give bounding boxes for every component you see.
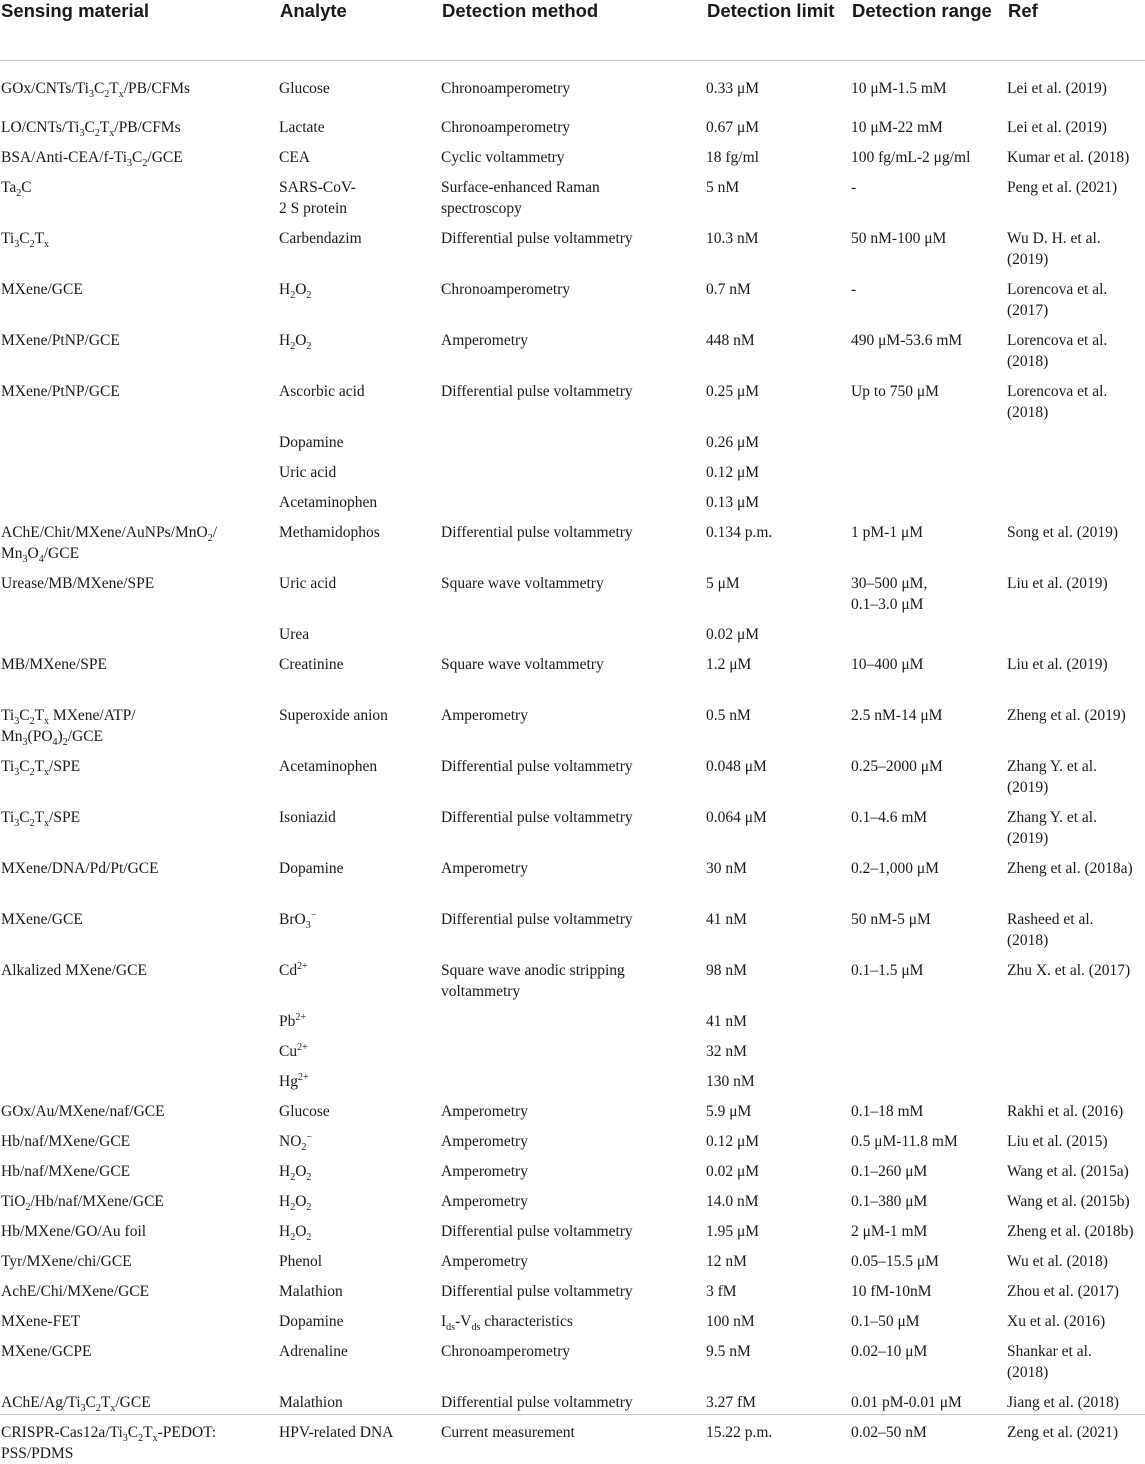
- header-detection-method: Detection method: [441, 0, 706, 61]
- cell-detection-range: 0.2–1,000 μM: [851, 849, 1007, 900]
- cell-detection-range: 0.02–50 nM: [851, 1413, 1007, 1464]
- cell-ref: Peng et al. (2021): [1007, 168, 1145, 219]
- cell-analyte: Uric acid: [279, 453, 441, 483]
- cell-ref: Jiang et al. (2018): [1007, 1383, 1145, 1413]
- cell-detection-limit: 0.048 μM: [706, 747, 851, 798]
- cell-detection-method: Chronoamperometry: [441, 270, 706, 321]
- cell-ref: Kumar et al. (2018): [1007, 138, 1145, 168]
- cell-analyte: $H_2O_2$: [279, 1152, 441, 1182]
- cell-detection-method: $I_{ds}-V_{ds}$ characteristics: [441, 1302, 706, 1332]
- cell-analyte: Malathion: [279, 1383, 441, 1413]
- cell-detection-range: 30–500 μM, 0.1–3.0 μM: [851, 564, 1007, 615]
- table-row: [0, 1212, 1145, 1242]
- cell-analyte: $H_2O_2$: [279, 270, 441, 321]
- cell-ref: Liu et al. (2015): [1007, 1122, 1145, 1152]
- cell-detection-limit: 1.95 μM: [706, 1212, 851, 1242]
- cell-detection-limit: 0.26 μM: [706, 423, 851, 453]
- cell-detection-method: Amperometry: [441, 1182, 706, 1212]
- table-body: [0, 61, 1145, 1464]
- cell-analyte: Acetaminophen: [279, 483, 441, 513]
- cell-detection-range: 1 pM-1 μM: [851, 513, 1007, 564]
- cell-ref: [1007, 423, 1145, 453]
- table-row: [0, 747, 1145, 798]
- table-row: [0, 1272, 1145, 1302]
- table-row: [0, 1182, 1145, 1212]
- cell-sensing-material: $Ta_2C$: [0, 168, 279, 219]
- header-detection-range: Detection range: [851, 0, 1007, 61]
- cell-sensing-material: [0, 423, 279, 453]
- table-row: [0, 453, 1145, 483]
- cell-analyte: Superoxide anion: [279, 696, 441, 747]
- cell-detection-limit: 0.134 p.m.: [706, 513, 851, 564]
- cell-detection-method: Differential pulse voltammetry: [441, 1272, 706, 1302]
- cell-analyte: $H_2O_2$: [279, 321, 441, 372]
- cell-detection-method: Chronoamperometry: [441, 1332, 706, 1383]
- table-row: [0, 1032, 1145, 1062]
- cell-detection-limit: 3 fM: [706, 1272, 851, 1302]
- cell-detection-method: Amperometry: [441, 321, 706, 372]
- cell-analyte: Urea: [279, 615, 441, 645]
- cell-detection-limit: 5.9 μM: [706, 1092, 851, 1122]
- cell-analyte: $H_2O_2$: [279, 1212, 441, 1242]
- cell-detection-range: 0.25–2000 μM: [851, 747, 1007, 798]
- cell-detection-limit: 5 nM: [706, 168, 851, 219]
- cell-detection-method: Differential pulse voltammetry: [441, 513, 706, 564]
- cell-sensing-material: [0, 483, 279, 513]
- cell-sensing-material: $Ti_3C_2T_x$ MXene/ATP/ $Mn_3(PO_4)_2$/GCE: [0, 696, 279, 747]
- cell-analyte: Phenol: [279, 1242, 441, 1272]
- table-row: [0, 1332, 1145, 1383]
- cell-detection-limit: 41 nM: [706, 900, 851, 951]
- cell-ref: Wu D. H. et al. (2019): [1007, 219, 1145, 270]
- cell-detection-method: Amperometry: [441, 696, 706, 747]
- cell-detection-method: Amperometry: [441, 849, 706, 900]
- table-row: [0, 798, 1145, 849]
- cell-ref: Lorencova et al. (2018): [1007, 372, 1145, 423]
- cell-detection-range: 0.01 pM-0.01 μM: [851, 1383, 1007, 1413]
- cell-ref: Zhu X. et al. (2017): [1007, 951, 1145, 1002]
- table-row: [0, 1062, 1145, 1092]
- cell-detection-range: 2.5 nM-14 μM: [851, 696, 1007, 747]
- cell-detection-range: [851, 423, 1007, 453]
- cell-detection-limit: 3.27 fM: [706, 1383, 851, 1413]
- cell-analyte: Carbendazim: [279, 219, 441, 270]
- cell-ref: Zhang Y. et al. (2019): [1007, 747, 1145, 798]
- cell-detection-method: Differential pulse voltammetry: [441, 798, 706, 849]
- cell-detection-method: Differential pulse voltammetry: [441, 1383, 706, 1413]
- cell-analyte: Creatinine: [279, 645, 441, 696]
- cell-ref: [1007, 1062, 1145, 1092]
- header-ref: Ref: [1007, 0, 1145, 61]
- table-row: [0, 108, 1145, 138]
- cell-analyte: Lactate: [279, 108, 441, 138]
- cell-detection-limit: 0.13 μM: [706, 483, 851, 513]
- cell-detection-limit: 0.064 μM: [706, 798, 851, 849]
- cell-sensing-material: BSA/$Anti-CEA/f-Ti_3C_2$/GCE: [0, 138, 279, 168]
- cell-detection-limit: 9.5 nM: [706, 1332, 851, 1383]
- table-row: [0, 1122, 1145, 1152]
- cell-detection-method: Differential pulse voltammetry: [441, 1212, 706, 1242]
- cell-analyte: HPV-related DNA: [279, 1413, 441, 1464]
- cell-analyte: Dopamine: [279, 423, 441, 453]
- cell-analyte: Adrenaline: [279, 1332, 441, 1383]
- cell-ref: Zheng et al. (2019): [1007, 696, 1145, 747]
- cell-ref: Rasheed et al. (2018): [1007, 900, 1145, 951]
- cell-detection-limit: 5 μM: [706, 564, 851, 615]
- cell-detection-range: 100 fg/mL-2 μg/ml: [851, 138, 1007, 168]
- cell-sensing-material: Hb/MXene/GO/Au foil: [0, 1212, 279, 1242]
- table-bottom-rule: [0, 1414, 1145, 1415]
- cell-detection-limit: 14.0 nM: [706, 1182, 851, 1212]
- cell-detection-limit: 448 nM: [706, 321, 851, 372]
- cell-detection-range: 2 μM-1 mM: [851, 1212, 1007, 1242]
- cell-sensing-material: Hb/naf/MXene/GCE: [0, 1152, 279, 1182]
- cell-detection-range: 0.1–260 μM: [851, 1152, 1007, 1182]
- cell-detection-range: 490 μM-53.6 mM: [851, 321, 1007, 372]
- cell-detection-limit: 0.67 μM: [706, 108, 851, 138]
- cell-analyte: $H_2O_2$: [279, 1182, 441, 1212]
- cell-ref: Lorencova et al. (2018): [1007, 321, 1145, 372]
- cell-detection-range: 50 nM-100 μM: [851, 219, 1007, 270]
- cell-detection-method: Square wave voltammetry: [441, 645, 706, 696]
- cell-detection-range: 0.1–18 mM: [851, 1092, 1007, 1122]
- cell-sensing-material: $Ti_3C_2T_x$: [0, 219, 279, 270]
- cell-detection-method: [441, 615, 706, 645]
- cell-detection-limit: 10.3 nM: [706, 219, 851, 270]
- table-row: [0, 564, 1145, 615]
- cell-detection-limit: 0.12 μM: [706, 1122, 851, 1152]
- cell-ref: Wang et al. (2015a): [1007, 1152, 1145, 1182]
- cell-ref: [1007, 1032, 1145, 1062]
- table-row: [0, 138, 1145, 168]
- cell-sensing-material: Hb/naf/MXene/GCE: [0, 1122, 279, 1152]
- table-row: [0, 1092, 1145, 1122]
- cell-detection-limit: 12 nM: [706, 1242, 851, 1272]
- cell-detection-method: Current measurement: [441, 1413, 706, 1464]
- cell-detection-limit: 0.25 μM: [706, 372, 851, 423]
- cell-detection-limit: 18 fg/ml: [706, 138, 851, 168]
- cell-detection-limit: 0.12 μM: [706, 453, 851, 483]
- cell-detection-limit: 130 nM: [706, 1062, 851, 1092]
- cell-analyte: Glucose: [279, 61, 441, 109]
- cell-detection-method: [441, 1032, 706, 1062]
- cell-analyte: $Cu^{2+}$: [279, 1032, 441, 1062]
- cell-ref: Xu et al. (2016): [1007, 1302, 1145, 1332]
- table-row: [0, 1002, 1145, 1032]
- cell-detection-method: [441, 453, 706, 483]
- header-detection-limit: Detection limit: [706, 0, 851, 61]
- table-row: [0, 1383, 1145, 1413]
- cell-detection-range: 0.1–1.5 μM: [851, 951, 1007, 1002]
- table-row: [0, 900, 1145, 951]
- cell-ref: Song et al. (2019): [1007, 513, 1145, 564]
- cell-detection-range: [851, 1062, 1007, 1092]
- cell-detection-range: -: [851, 270, 1007, 321]
- table-row: [0, 513, 1145, 564]
- cell-sensing-material: AChE/Chit/MXene/AuNPs/MnO$_2$/ $Mn_3O_4$/GCE: [0, 513, 279, 564]
- cell-analyte: $Cd^{2+}$: [279, 951, 441, 1002]
- cell-detection-range: 10 fM-10nM: [851, 1272, 1007, 1302]
- cell-ref: [1007, 615, 1145, 645]
- cell-sensing-material: MXene/GCE: [0, 900, 279, 951]
- cell-detection-range: 50 nM-5 μM: [851, 900, 1007, 951]
- cell-ref: Wang et al. (2015b): [1007, 1182, 1145, 1212]
- cell-detection-range: 0.1–380 μM: [851, 1182, 1007, 1212]
- cell-sensing-material: GOx/Au/MXene/naf/GCE: [0, 1092, 279, 1122]
- cell-ref: Zhang Y. et al. (2019): [1007, 798, 1145, 849]
- cell-sensing-material: [0, 1032, 279, 1062]
- cell-detection-limit: 15.22 p.m.: [706, 1413, 851, 1464]
- cell-ref: Lei et al. (2019): [1007, 61, 1145, 109]
- cell-sensing-material: [0, 453, 279, 483]
- cell-analyte: Isoniazid: [279, 798, 441, 849]
- cell-detection-range: [851, 615, 1007, 645]
- cell-detection-method: Chronoamperometry: [441, 108, 706, 138]
- cell-detection-method: Amperometry: [441, 1092, 706, 1122]
- cell-sensing-material: TiO$_2$/Hb/naf/MXene/GCE: [0, 1182, 279, 1212]
- cell-ref: Wu et al. (2018): [1007, 1242, 1145, 1272]
- cell-sensing-material: AChE/$Ag/Ti_3C_2T_x$/GCE: [0, 1383, 279, 1413]
- table-row: [0, 1152, 1145, 1182]
- cell-detection-range: 0.02–10 μM: [851, 1332, 1007, 1383]
- table-row: [0, 1242, 1145, 1272]
- cell-sensing-material: Urease/MB/MXene/SPE: [0, 564, 279, 615]
- cell-detection-method: Square wave anodic stripping voltammetry: [441, 951, 706, 1002]
- table-row: [0, 168, 1145, 219]
- cell-detection-method: Differential pulse voltammetry: [441, 747, 706, 798]
- cell-detection-method: Amperometry: [441, 1242, 706, 1272]
- table-row: [0, 1302, 1145, 1332]
- cell-ref: Rakhi et al. (2016): [1007, 1092, 1145, 1122]
- cell-sensing-material: MB/MXene/SPE: [0, 645, 279, 696]
- table-row: [0, 849, 1145, 900]
- cell-analyte: Ascorbic acid: [279, 372, 441, 423]
- cell-sensing-material: Alkalized MXene/GCE: [0, 951, 279, 1002]
- cell-analyte: SARS-CoV- 2 S protein: [279, 168, 441, 219]
- cell-sensing-material: MXene/PtNP/GCE: [0, 372, 279, 423]
- cell-detection-limit: 98 nM: [706, 951, 851, 1002]
- cell-analyte: Dopamine: [279, 849, 441, 900]
- cell-detection-range: [851, 1032, 1007, 1062]
- cell-detection-range: 0.1–50 μM: [851, 1302, 1007, 1332]
- cell-ref: Zheng et al. (2018b): [1007, 1212, 1145, 1242]
- cell-detection-limit: 32 nM: [706, 1032, 851, 1062]
- cell-analyte: Acetaminophen: [279, 747, 441, 798]
- cell-sensing-material: [0, 615, 279, 645]
- cell-detection-method: Differential pulse voltammetry: [441, 900, 706, 951]
- table-row: [0, 1413, 1145, 1464]
- cell-ref: Zhou et al. (2017): [1007, 1272, 1145, 1302]
- cell-sensing-material: AchE/Chi/MXene/GCE: [0, 1272, 279, 1302]
- cell-detection-range: 0.05–15.5 μM: [851, 1242, 1007, 1272]
- cell-sensing-material: MXene/GCE: [0, 270, 279, 321]
- cell-analyte: Uric acid: [279, 564, 441, 615]
- cell-sensing-material: Tyr/MXene/chi/GCE: [0, 1242, 279, 1272]
- cell-ref: Liu et al. (2019): [1007, 564, 1145, 615]
- cell-detection-limit: 0.33 μM: [706, 61, 851, 109]
- cell-detection-method: Differential pulse voltammetry: [441, 219, 706, 270]
- cell-ref: Liu et al. (2019): [1007, 645, 1145, 696]
- cell-detection-range: [851, 483, 1007, 513]
- cell-ref: [1007, 453, 1145, 483]
- table-header-row: [0, 0, 1145, 61]
- cell-detection-method: Amperometry: [441, 1152, 706, 1182]
- cell-detection-limit: 0.02 μM: [706, 1152, 851, 1182]
- table-row: [0, 321, 1145, 372]
- cell-analyte: Dopamine: [279, 1302, 441, 1332]
- cell-detection-range: -: [851, 168, 1007, 219]
- cell-sensing-material: MXene/DNA/Pd/Pt/GCE: [0, 849, 279, 900]
- cell-detection-method: Differential pulse voltammetry: [441, 372, 706, 423]
- cell-sensing-material: MXene-FET: [0, 1302, 279, 1332]
- table-row: [0, 219, 1145, 270]
- table-row: [0, 696, 1145, 747]
- cell-detection-limit: 41 nM: [706, 1002, 851, 1032]
- cell-analyte: $Hg^{2+}$: [279, 1062, 441, 1092]
- cell-detection-limit: 0.5 nM: [706, 696, 851, 747]
- cell-analyte: BrO$_3$−: [279, 900, 441, 951]
- cell-ref: Zeng et al. (2021): [1007, 1413, 1145, 1464]
- cell-ref: Lei et al. (2019): [1007, 108, 1145, 138]
- cell-detection-method: [441, 1062, 706, 1092]
- cell-detection-method: [441, 423, 706, 453]
- header-sensing-material: Sensing material: [0, 0, 279, 61]
- cell-detection-limit: 100 nM: [706, 1302, 851, 1332]
- cell-detection-range: [851, 1002, 1007, 1032]
- table-row: [0, 951, 1145, 1002]
- cell-detection-method: Amperometry: [441, 1122, 706, 1152]
- cell-detection-method: Square wave voltammetry: [441, 564, 706, 615]
- cell-detection-limit: 1.2 μM: [706, 645, 851, 696]
- cell-detection-limit: 0.7 nM: [706, 270, 851, 321]
- cell-analyte: CEA: [279, 138, 441, 168]
- cell-detection-range: 0.1–4.6 mM: [851, 798, 1007, 849]
- cell-detection-method: Surface-enhanced Raman spectroscopy: [441, 168, 706, 219]
- cell-sensing-material: [0, 1062, 279, 1092]
- cell-detection-range: Up to 750 μM: [851, 372, 1007, 423]
- cell-sensing-material: MXene/PtNP/GCE: [0, 321, 279, 372]
- cell-sensing-material: GOx/$CNTs/Ti_3C_2T_x/PB$/CFMs: [0, 61, 279, 109]
- cell-ref: Shankar et al. (2018): [1007, 1332, 1145, 1383]
- table-row: [0, 645, 1145, 696]
- cell-detection-method: Cyclic voltammetry: [441, 138, 706, 168]
- cell-detection-range: 0.5 μM-11.8 mM: [851, 1122, 1007, 1152]
- cell-ref: Zheng et al. (2018a): [1007, 849, 1145, 900]
- cell-analyte: Glucose: [279, 1092, 441, 1122]
- cell-sensing-material: $Ti_3C_2T_x$/SPE: [0, 798, 279, 849]
- cell-analyte: $Pb^{2+}$: [279, 1002, 441, 1032]
- cell-sensing-material: $LO/CNTs/Ti_3C_2T_x/PB$/CFMs: [0, 108, 279, 138]
- cell-ref: [1007, 1002, 1145, 1032]
- table-row: [0, 270, 1145, 321]
- cell-detection-method: [441, 1002, 706, 1032]
- cell-detection-method: Chronoamperometry: [441, 61, 706, 109]
- cell-sensing-material: CRISPR-$Cas12a/Ti_3C_2T_x$-PEDOT: PSS/PDMS: [0, 1413, 279, 1464]
- cell-detection-range: 10 μM-22 mM: [851, 108, 1007, 138]
- table-row: [0, 483, 1145, 513]
- cell-detection-method: [441, 483, 706, 513]
- cell-analyte: Malathion: [279, 1272, 441, 1302]
- table-row: [0, 423, 1145, 453]
- cell-sensing-material: [0, 1002, 279, 1032]
- cell-analyte: $NO_2^-$: [279, 1122, 441, 1152]
- table-row: [0, 615, 1145, 645]
- cell-detection-range: 10 μM-1.5 mM: [851, 61, 1007, 109]
- cell-sensing-material: $Ti_3C_2T_x$/SPE: [0, 747, 279, 798]
- cell-ref: [1007, 483, 1145, 513]
- table-row: [0, 61, 1145, 109]
- cell-detection-limit: 30 nM: [706, 849, 851, 900]
- header-analyte: Analyte: [279, 0, 441, 61]
- cell-sensing-material: MXene/GCPE: [0, 1332, 279, 1383]
- cell-detection-range: [851, 453, 1007, 483]
- cell-detection-range: 10–400 μM: [851, 645, 1007, 696]
- cell-detection-limit: 0.02 μM: [706, 615, 851, 645]
- table-row: [0, 372, 1145, 423]
- cell-analyte: Methamidophos: [279, 513, 441, 564]
- cell-ref: Lorencova et al. (2017): [1007, 270, 1145, 321]
